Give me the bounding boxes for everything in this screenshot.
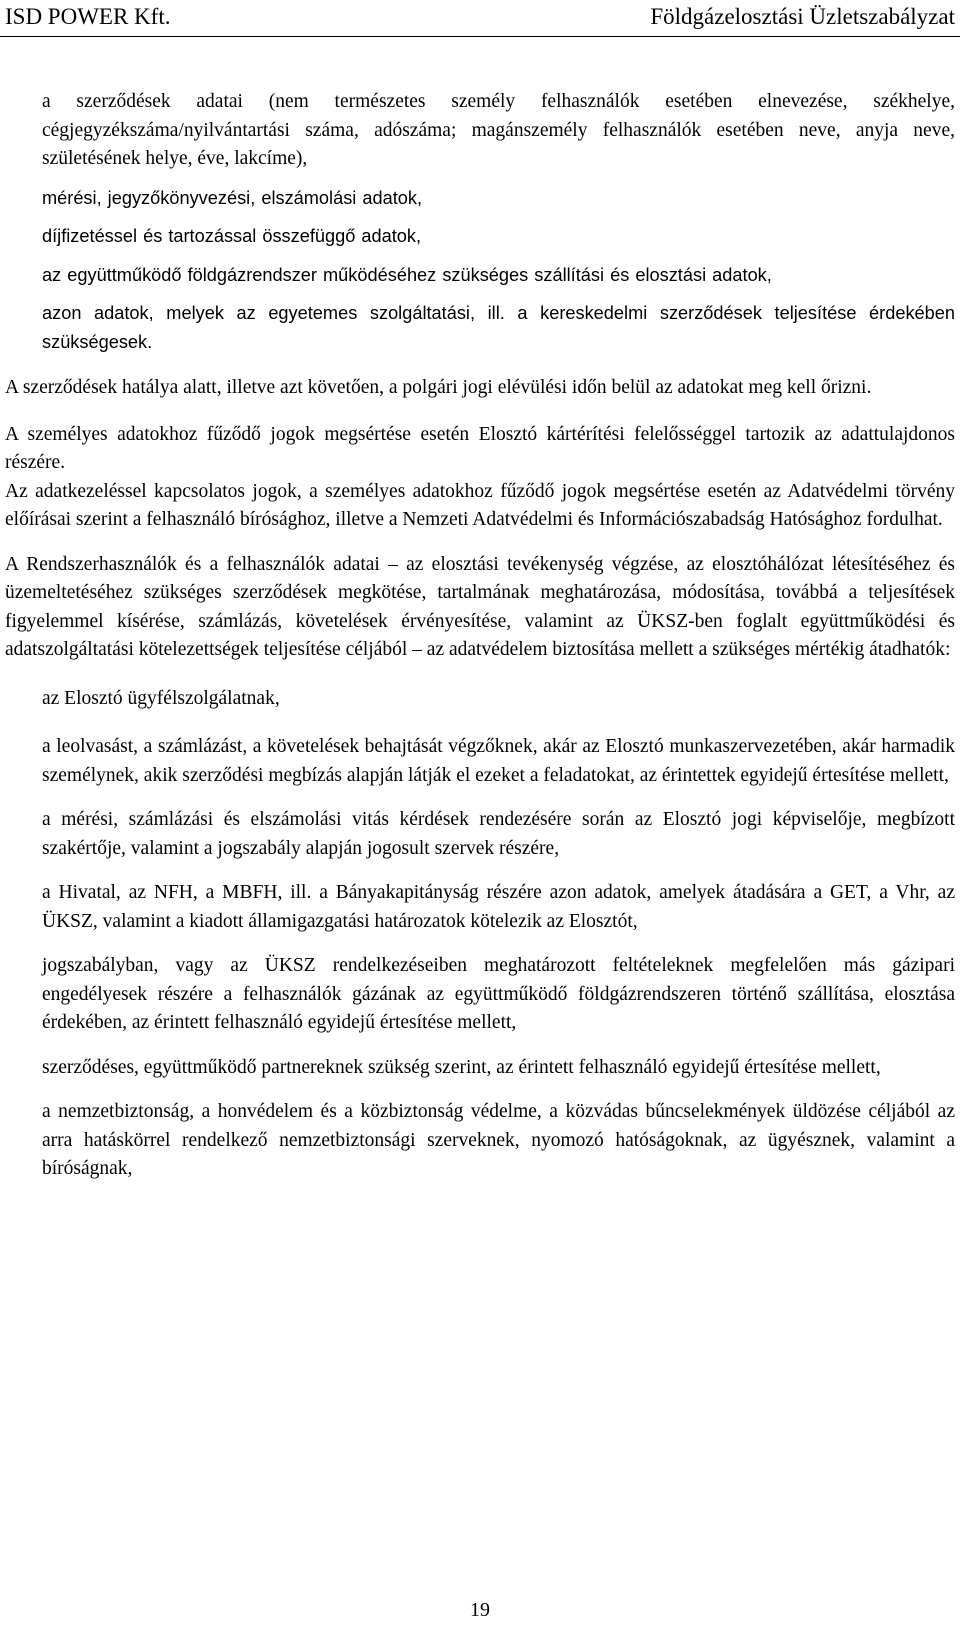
list-item-contract-data: a szerződések adatai (nem természetes személy felhasználók esetében elnevezése, székhelye, cégjegyzékszáma/nyilvántartási száma, adószáma; magánszemély felhasználók esetében neve, anyja neve, születésének helye, éve, lakcíme), [42,91,955,169]
list-item-universal-service-data: azon adatok, melyek az egyetemes szolgáltatási, ill. a kereskedelmi szerződések teljesítése érdekében szükségesek. [42,303,955,352]
paragraph-retention: A szerződések hatálya alatt, illetve azt követően, a polgári jogi elévülési időn belül az adatokat meg kell őrizni. [5,377,872,398]
paragraph-liability: A személyes adatokhoz fűződő jogok megsértése esetén Elosztó kártérítési felelősséggel tartozik az adattulajdonos részére. [5,423,955,473]
list-item-national-security: a nemzetbiztonság, a honvédelem és a közbiztonság védelme, a közvádas bűncselekmények üldözése céljából az arra hatáskörrel rendelkező nemzetbiztonsági szerveknek, nyomozó hatóságoknak, az ügyésznek, valamint a bíróságnak, [42,1101,955,1179]
list-item-gas-licensees: jogszabályban, vagy az ÜKSZ rendelkezéseiben meghatározott feltételeknek megfelelően más gázipari engedélyesek részére a felhasználók gázának az együttműködő földgázrendszeren történő szállítása, elosztása érdekében, az érintett felhasználó egyidejű értesítése mellett, [42,955,955,1033]
paragraph-data-transfer: A Rendszerhasználók és a felhasználók adatai – az elosztási tevékenység végzése, az elosztóhálózat létesítéséhez és üzemeltetéséhez szükséges szerződések megkötése, tartalmának meghatározása, módosítása, továbbá a teljesítések figyelemmel kísérése, számlázás, követelések érvényesítése, valamint az ÜKSZ-ben foglalt együttműködési és adatszolgáltatási kötelezettségek teljesítése céljából – az adatvédelem biztosítása mellett a szükséges mértékig átadhatók: [5,553,955,660]
list-item-authorities: a Hivatal, az NFH, a MBFH, ill. a Bányakapitányság részére azon adatok, amelyek átadására a GET, a Vhr, az ÜKSZ, valamint a kiadott államigazgatási határozatok kötelezik az Elosztót, [42,882,955,932]
list-item-metering-data: mérési, jegyzőkönyvezési, elszámolási adatok, [42,187,423,208]
document-body [5,88,955,1184]
list-item-partners: szerződéses, együttműködő partnereknek szükség szerint, az érintett felhasználó egyidejű értesítése mellett, [42,1056,881,1078]
document-title: Földgázelosztási Üzletszabályzat [650,4,955,29]
list-item-transport-data: az együttműködő földgázrendszer működéséhez szükséges szállítási és elosztási adatok, [42,264,772,285]
page-header [0,0,960,37]
list-item-billing-agents: a leolvasást, a számlázást, a követelések behajtását végzőknek, akár az Elosztó munkaszervezetében, akár harmadik személynek, akik szerződési megbízás alapján látják el ezeket a feladatokat, az érintettek egyidejű értesítése mellett, [42,736,955,786]
paragraph-rights: Az adatkezeléssel kapcsolatos jogok, a személyes adatokhoz fűződő jogok megsértése esetén az Adatvédelmi törvény előírásai szerint a felhasználó bírósághoz, illetve a Nemzeti Adatvédelmi és Információszabadság Hatósághoz fordulhat. [5,480,955,530]
list-item-legal-representative: a mérési, számlázási és elszámolási vitás kérdések rendezésére során az Elosztó jogi képviselője, megbízott szakértője, valamint a jogszabály alapján jogosult szervek részére, [42,809,955,859]
list-item-payment-data: díjfizetéssel és tartozással összefüggő adatok, [42,226,422,246]
company-name: ISD POWER Kft. [5,4,171,29]
page-number: 19 [470,1599,490,1621]
list-item-customer-service: az Elosztó ügyfélszolgálatnak, [42,687,280,709]
